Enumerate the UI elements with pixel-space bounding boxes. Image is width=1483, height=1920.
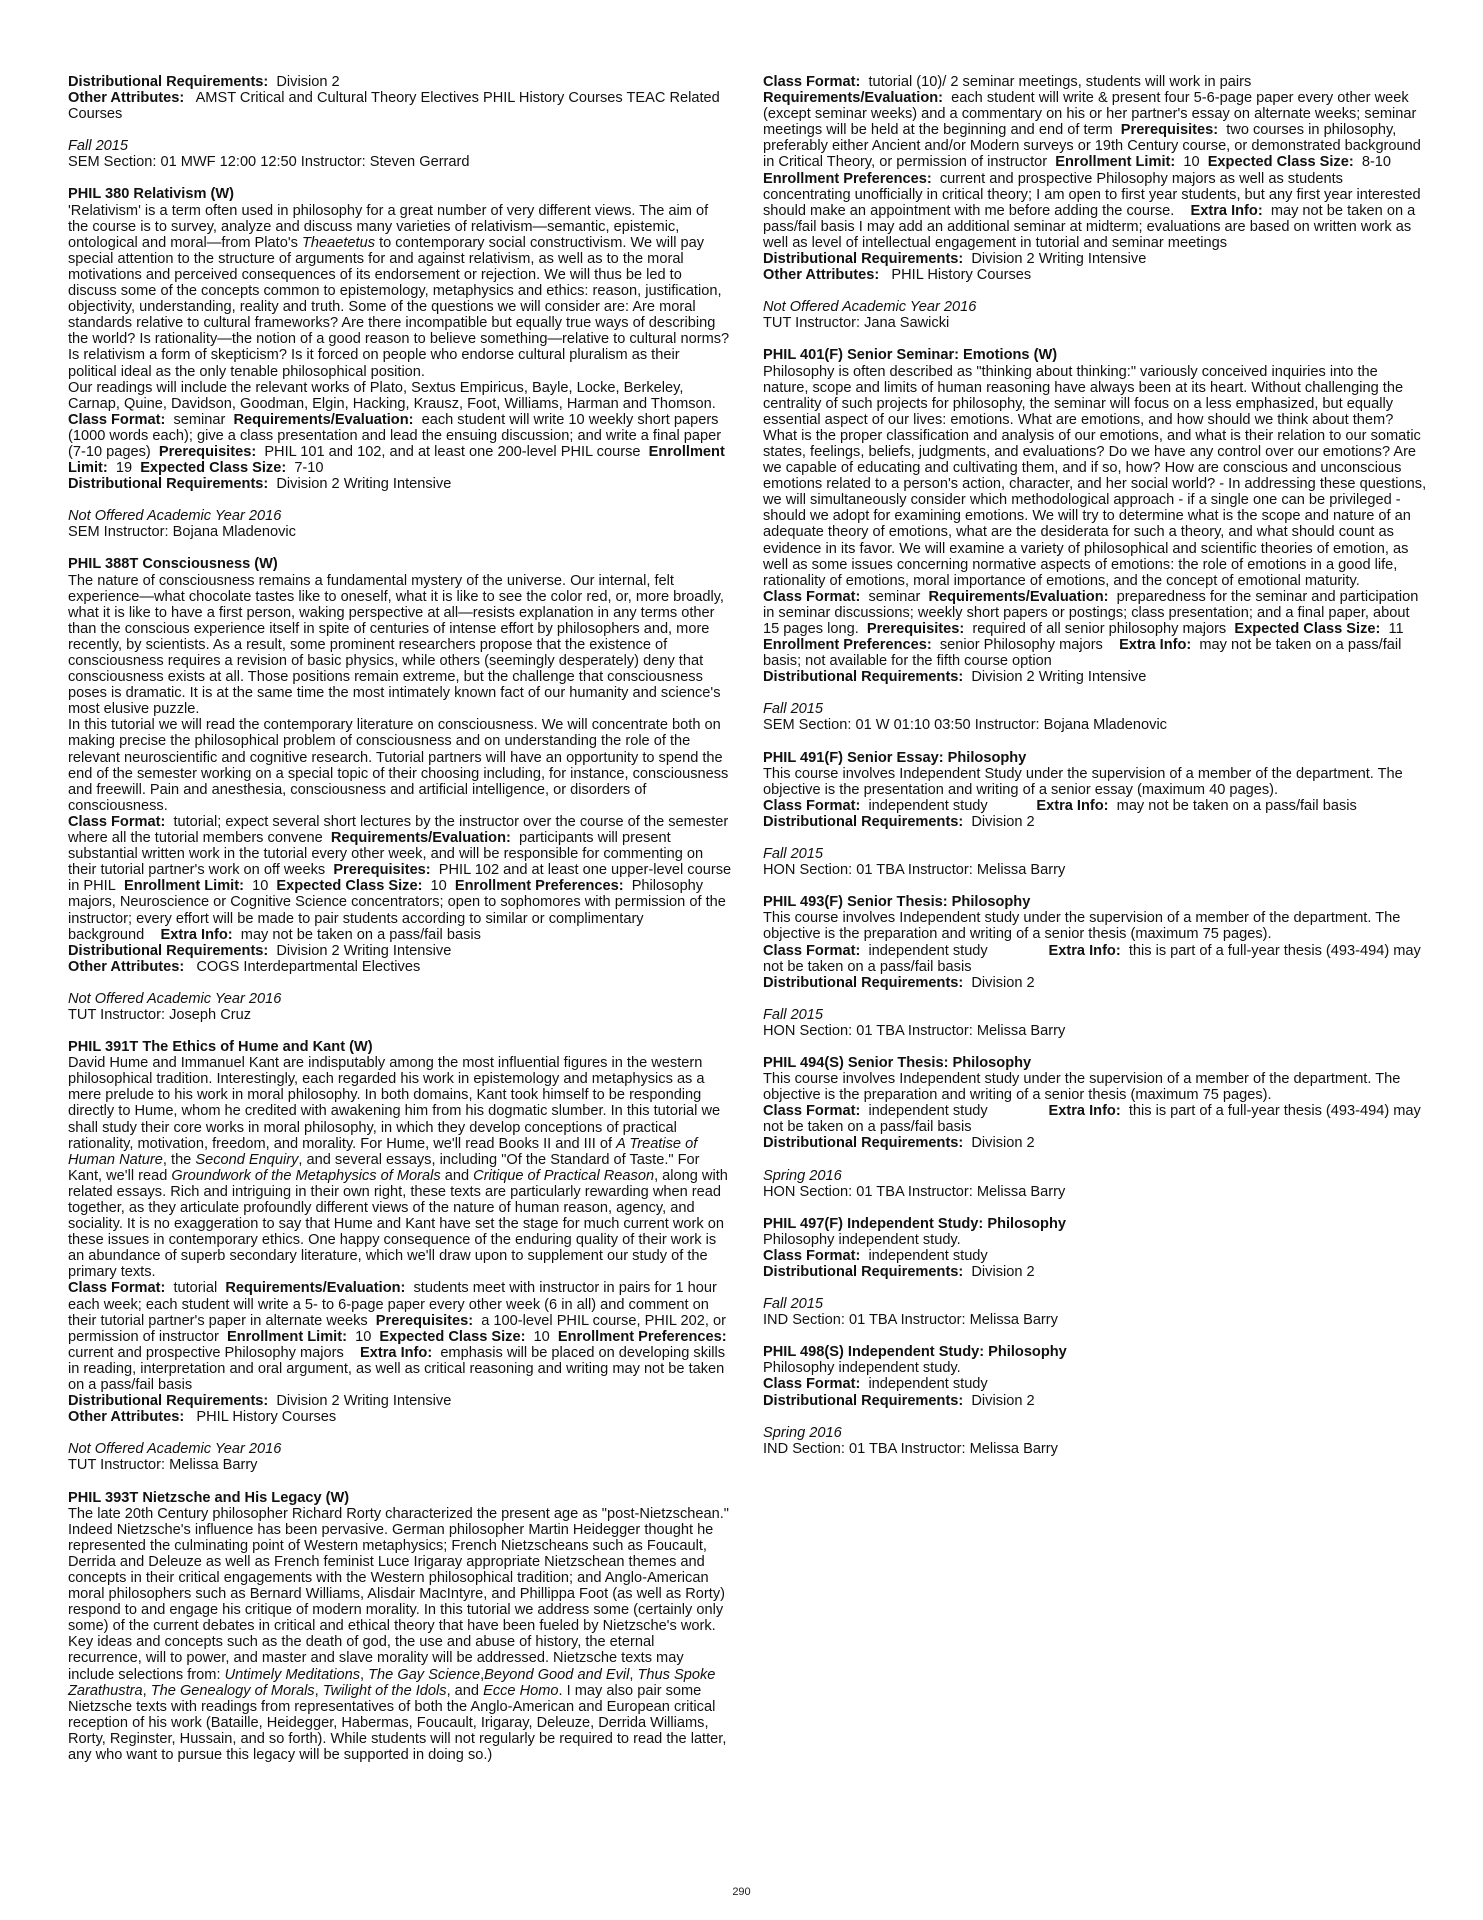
desc-italic: Critique of Practical Reason <box>473 1167 655 1184</box>
other-label: Other Attributes: <box>68 958 185 975</box>
desc-text: The late 20th Century philosopher Richard Rorty characterized the present age as "post-Nietzschean." Indeed Nietzsche's influence has been pervasive. German philosopher Martin Heidegger thought he represented the culminating point of Western metaphysics; French Nietzscheans such as Foucault, Derrida and Deleuze as well as French feminist Luce Irigaray appropriate Nietzschean themes and concepts in their critical engagements with the Western philosophical tradition; and Anglo-American moral philosophers such as Bernard Williams, Alisdair MacIntyre, and Phillippa Foot (as well as Rorty) respond to and engage his critique of modern morality. In this tutorial we address some (certainly only some) of the current debates in critical and ethical theory that have been fueled by Nietzsche's work. Key ideas and concepts such as the death of god, the use and abuse of history, the eternal recurrence, will to power, and master and slave morality will be addressed. Nietzsche texts may include selections from: <box>68 1505 729 1683</box>
course-description: Philosophy is often described as "thinking about thinking:" variously conceived inquiries into the nature, scope and limits of human reasoning have always been at its heart. Without challenging the centrality of such projects for philosophy, the seminar will focus on a less emphasized, but equally essential aspect of our lives: emotions. What are emotions, and how should we think about them? What is the proper classification and analysis of our emotions, and what is their relation to our somatic states, feelings, beliefs, judgments, and evaluations? Do we have any control over our emotions? Are we capable of educating and cultivating them, and if so, how? How are conscious and unconscious emotions related to a person's action, character, and her social world? - In addressing these questions, we will simultaneously consider which methodological approach - if a single one can be privileged - should we adopt for examining emotions. We will try to determine what is the scope and nature of an adequate theory of emotions, what are the desiderata for such a theory, and what should count as evidence in its favor. We will examine a variety of philosophical and scientific theories of emotion, as well as some issues concerning normative aspects of emotions: the role of emotions in a good life, rationality of emotions, moral importance of emotions, and the concept of emotional maturity. <box>763 363 1427 589</box>
format-label: Class Format: <box>68 1280 166 1297</box>
enroll-limit-label: Enrollment Limit: <box>123 878 244 895</box>
course-description: The nature of consciousness remains a fundamental mystery of the universe. Our internal, felt experience—what chocolate tastes like to oneself, what it is like to see the color red, or, more broadly, what it is like to have a first person, waking perspective at all—resists explanation in any terms other than the conscious experience itself in spite of centuries of intense effort by philosophers and, more recently, by scientists. As a result, some prominent researchers propose that the existence of consciousness requires a revision of basic physics, while others (seemingly desperately) deny that consciousness exists at all. Those positions remain extreme, but the challenge that consciousness poses is dramatic. It is at the same time the most intimately known fact of our humanity and science's most elusive puzzle. <box>68 572 724 718</box>
expected-label: Expected Class Size: <box>379 1328 526 1345</box>
format-value: tutorial <box>173 1280 218 1297</box>
desc-italic: Theaetetus <box>301 234 376 251</box>
term: Fall 2015 <box>763 1006 824 1023</box>
section-info: SEM Section: 01 MWF 12:00 12:50 Instructor: Steven Gerrard <box>68 154 470 171</box>
section-info: HON Section: 01 TBA Instructor: Melissa Barry <box>763 1183 1066 1200</box>
desc-text: , <box>314 1682 319 1699</box>
desc-italic: Twilight of the Idols <box>322 1682 447 1699</box>
prereq-label: Prerequisites: <box>866 621 965 637</box>
desc-italic: Untimely Meditations <box>224 1666 361 1683</box>
format-value: independent study <box>868 1103 988 1120</box>
format-value: seminar <box>173 411 226 428</box>
course-details <box>763 1103 1427 1135</box>
dist-label: Distributional Requirements: <box>68 942 269 959</box>
desc-italic: Thus Spoke Zarathustra <box>68 1666 716 1699</box>
req-value: preparedness for the seminar and participation in seminar discussions; weekly short papers or postings; class presentation; and a final paper, about 15 pages long. <box>763 588 1419 637</box>
extra-value: may not be taken on a pass/fail basis <box>1116 797 1357 814</box>
course-phil-380 <box>68 186 732 540</box>
course-title: PHIL 498(S) Independent Study: Philosophy <box>763 1344 1067 1361</box>
format-value: independent study <box>868 797 988 814</box>
extra-label: Extra Info: <box>1036 797 1109 814</box>
course-title: PHIL 393T Nietzsche and His Legacy (W) <box>68 1489 350 1506</box>
section-info: TUT Instructor: Joseph Cruz <box>68 1006 252 1023</box>
req-label: Requirements/Evaluation: <box>330 830 511 847</box>
expected-value: 10 <box>430 878 447 895</box>
dist-label: Distributional Requirements: <box>763 813 964 830</box>
format-label: Class Format: <box>763 588 861 605</box>
prereq-value: PHIL 101 and 102, and at least one 200-level PHIL course <box>264 443 641 460</box>
course-details <box>763 798 1427 814</box>
section-info: IND Section: 01 TBA Instructor: Melissa Barry <box>763 1312 1058 1329</box>
course-details <box>763 589 1427 669</box>
other-value: PHIL History Courses <box>196 1409 337 1426</box>
req-value: each student will write & present four 5-6-page paper every other week (except seminar weeks) and a commentary on his or her partner's essay on alternate weeks; seminar meetings will be held at the beginning and end of term <box>763 90 1417 139</box>
course-description: This course involves Independent study under the supervision of a member of the department. The objective is the preparation and writing of a senior thesis (maximum 75 pages). <box>763 1071 1401 1104</box>
desc-text: , the <box>162 1151 192 1168</box>
other-value: COGS Interdepartmental Electives <box>196 958 421 975</box>
prereq-label: Prerequisites: <box>1120 122 1219 139</box>
expected-label: Expected Class Size: <box>140 460 287 477</box>
dist-label: Distributional Requirements: <box>68 74 269 90</box>
enroll-limit-label: Enrollment Limit: <box>226 1328 347 1345</box>
desc-text: , <box>629 1666 634 1683</box>
extra-value: may not be taken on a pass/fail basis; not available for the fifth course option <box>763 637 1402 670</box>
dist-value: Division 2 <box>971 1264 1035 1280</box>
extra-value: this is part of a full-year thesis (493-494) may not be taken on a pass/fail basis <box>763 942 1421 975</box>
extra-value: may not be taken on a pass/fail basis I may add an additional seminar at midterm; evaluations are based on written work as well as level of intellectual engagement in tutorial and seminar meetings <box>763 202 1416 251</box>
dist-value: Division 2 Writing Intensive <box>276 1393 452 1410</box>
section-info: TUT Instructor: Melissa Barry <box>68 1457 258 1474</box>
enroll-limit-label: Enrollment Limit: <box>1055 154 1176 171</box>
expected-label: Expected Class Size: <box>276 878 423 895</box>
enroll-pref-value: current and prospective Philosophy majors as well as students concentrating unofficially in critical theory; I am open to first year students, but any first year interested should make an appointment with me before adding the course. <box>763 170 1421 219</box>
dist-label: Distributional Requirements: <box>763 669 964 686</box>
course-description <box>68 203 732 380</box>
desc-text: to contemporary social constructivism. We will pay special attention to the structure of arguments for and against relativism, as well as to the moral motivations and perceived consequences of its endorsement or rejection. We will thus be led to discuss some of the concepts common to epistemology, metaphysics and ethics: reason, justification, objectivity, understanding, reality and truth. Some of the questions we will consider are: Are moral standards relative to cultural frameworks? Are there incompatible but equally true ways of describing the world? Is rationality—the notion of a good reason to believe something—relative to cultural norms? Is relativism a form of skepticism? Is it forced on people who endorse cultural pluralism as their political ideal as the only tenable philosophical position. <box>68 234 730 380</box>
term: Not Offered Academic Year 2016 <box>68 990 282 1007</box>
course-title: PHIL 391T The Ethics of Hume and Kant (W) <box>68 1039 373 1056</box>
course-title: PHIL 401(F) Senior Seminar: Emotions (W) <box>763 347 1058 364</box>
format-value: independent study <box>868 1247 988 1264</box>
enroll-pref-label: Enrollment Preferences: <box>763 637 932 654</box>
section-info: TUT Instructor: Jana Sawicki <box>763 315 950 332</box>
course-title: PHIL 380 Relativism (W) <box>68 186 234 203</box>
section-info: SEM Instructor: Bojana Mladenovic <box>68 524 296 541</box>
dist-label: Distributional Requirements: <box>763 974 964 991</box>
format-label: Class Format: <box>763 74 861 90</box>
other-label: Other Attributes: <box>763 267 880 284</box>
term: Fall 2015 <box>68 138 129 155</box>
dist-value: Division 2 Writing Intensive <box>276 942 452 959</box>
term: Fall 2015 <box>763 1296 824 1313</box>
dist-label: Distributional Requirements: <box>763 1264 964 1280</box>
expected-label: Expected Class Size: <box>1207 154 1354 171</box>
desc-text: David Hume and Immanuel Kant are indisputably among the most influential figures in the western philosophical tradition. Interestingly, each regarded his work in epistemology and metaphysics as a mere prelude to his work in moral philosophy. In both domains, Kant took himself to be responding directly to Hume, whom he credited with awakening him from his dogmatic slumber. In this tutorial we shall study their core works in moral philosophy, in which they develop conceptions of practical rationality, motivation, freedom, and morality. For Hume, we'll read Books II and III of <box>68 1055 721 1152</box>
extra-value: emphasis will be placed on developing skills in reading, interpretation and oral argument, as well as critical reasoning and writing may not be taken on a pass/fail basis <box>68 1344 726 1394</box>
course-phil-493 <box>763 894 1427 1039</box>
left-column <box>68 74 732 1763</box>
section-info: HON Section: 01 TBA Instructor: Melissa Barry <box>763 1022 1066 1039</box>
desc-italic: The Genealogy of Morals <box>150 1682 315 1699</box>
dist-value: Division 2 <box>971 974 1035 991</box>
extra-value: may not be taken on a pass/fail basis <box>240 926 481 943</box>
format-value: tutorial; expect several short lectures by the instructor over the course of the semester where all the tutorial members convene <box>68 813 729 847</box>
dist-value: Division 2 Writing Intensive <box>971 251 1147 268</box>
extra-value: this is part of a full-year thesis (493-494) may not be taken on a pass/fail basis <box>763 1103 1421 1136</box>
right-column <box>763 74 1427 1457</box>
course-description: Philosophy independent study. <box>763 1360 961 1377</box>
course-details <box>763 74 1427 251</box>
format-label: Class Format: <box>763 942 861 959</box>
format-label: Class Format: <box>763 1103 861 1120</box>
desc-italic: Ecce Homo <box>483 1682 559 1699</box>
prereq-label: Prerequisites: <box>158 443 257 460</box>
dist-value: Division 2 <box>971 1135 1035 1152</box>
course-phil-393t-start <box>68 1490 732 1764</box>
other-value: PHIL History Courses <box>891 267 1032 284</box>
format-label: Class Format: <box>68 411 166 428</box>
course-title: PHIL 497(F) Independent Study: Philosophy <box>763 1215 1066 1232</box>
desc-italic: The Gay Science <box>368 1666 481 1683</box>
section-info: IND Section: 01 TBA Instructor: Melissa Barry <box>763 1440 1058 1457</box>
section-info: HON Section: 01 TBA Instructor: Melissa Barry <box>763 862 1066 879</box>
extra-label: Extra Info: <box>360 1344 433 1361</box>
dist-value: Division 2 Writing Intensive <box>276 476 452 493</box>
req-value: students meet with instructor in pairs for 1 hour each week; each student will write a 5- to 6-page paper every other week (6 in all) and comment on their tutorial partner's paper in alternate weeks <box>68 1280 717 1329</box>
desc-text: , and several essays, including "Of the Standard of Taste." For Kant, we'll read <box>68 1151 700 1184</box>
course-title: PHIL 493(F) Senior Thesis: Philosophy <box>763 894 1031 911</box>
course-phil-388t <box>68 556 732 1023</box>
course-description: This course involves Independent study under the supervision of a member of the department. The objective is the preparation and writing of a senior thesis (maximum 75 pages). <box>763 910 1401 943</box>
course-details <box>68 814 732 943</box>
course-description: Philosophy independent study. <box>763 1231 961 1248</box>
expected-value: 8-10 <box>1361 154 1392 171</box>
extra-label: Extra Info: <box>1190 202 1263 219</box>
extra-label: Extra Info: <box>1048 1103 1121 1120</box>
desc-text: , and <box>446 1682 480 1699</box>
format-label: Class Format: <box>763 1247 861 1264</box>
req-value: participants will present substantial written work in the tutorial every other week, and will be responsible for commenting on their tutorial partner's work on off weeks <box>68 830 704 879</box>
other-value: AMST Critical and Cultural Theory Electives PHIL History Courses TEAC Related Courses <box>68 90 720 123</box>
prereq-value: two courses in philosophy, preferably either Ancient and/or Modern surveys or 19th Century course, or demonstrated background in Critical Theory, or permission of instructor <box>763 122 1421 171</box>
enroll-limit-value: 10 <box>1183 154 1200 171</box>
dist-value: Division 2 <box>971 1392 1035 1409</box>
section-info: SEM Section: 01 W 01:10 03:50 Instructor: Bojana Mladenovic <box>763 717 1167 734</box>
enroll-pref-value: Philosophy majors, Neuroscience or Cognitive Science concentrators; open to sophomores with permission of the instructor; every effort will be made to pair students according to similar or complimentary background <box>68 878 726 943</box>
enroll-limit-value: 10 <box>355 1328 372 1345</box>
term: Not Offered Academic Year 2016 <box>763 299 977 316</box>
prereq-label: Prerequisites: <box>333 862 431 879</box>
course-details <box>68 412 732 476</box>
format-value: independent study <box>868 1376 988 1393</box>
dist-label: Distributional Requirements: <box>763 1135 964 1152</box>
enroll-limit-value: 19 <box>115 460 133 477</box>
format-value: seminar <box>868 588 921 605</box>
prereq-value: required of all senior philosophy majors <box>972 621 1227 637</box>
term: Not Offered Academic Year 2016 <box>68 1441 282 1458</box>
extra-label: Extra Info: <box>1048 942 1121 959</box>
format-label: Class Format: <box>763 1376 861 1393</box>
course-details <box>763 943 1427 975</box>
dist-value: Division 2 Writing Intensive <box>971 669 1147 686</box>
expected-label: Expected Class Size: <box>1234 621 1381 637</box>
course-phil-391t <box>68 1039 732 1473</box>
desc-italic: Groundwork of the Metaphysics of Morals <box>171 1167 441 1184</box>
course-description: This course involves Independent Study under the supervision of a member of the department. The objective is the presentation and writing of a senior essay (maximum 40 pages). <box>763 765 1403 798</box>
enroll-limit-value: 10 <box>252 878 269 895</box>
prereq-value: a 100-level PHIL course, PHIL 202, or permission of instructor <box>68 1312 726 1345</box>
desc-italic: A Treatise of Human Nature <box>68 1135 698 1168</box>
enroll-pref-value: current and prospective Philosophy majors <box>68 1344 344 1361</box>
course-phil-393t-continued <box>763 74 1427 331</box>
desc-text: and <box>444 1167 470 1184</box>
term: Spring 2016 <box>763 1424 842 1441</box>
req-value: each student will write 10 weekly short papers (1000 words each); give a class presentation and lead the ensuing discussion; and write a final paper (7-10 pages) <box>68 411 722 460</box>
req-label: Requirements/Evaluation: <box>233 411 414 428</box>
format-value: tutorial (10)/ 2 seminar meetings, students will work in pairs <box>868 74 1252 90</box>
desc-text: , <box>480 1666 485 1683</box>
course-details <box>68 1280 732 1393</box>
expected-value: 10 <box>533 1328 550 1345</box>
course-phil-498 <box>763 1344 1427 1457</box>
page-number: 290 <box>732 1886 751 1898</box>
course-description <box>68 1506 732 1764</box>
enroll-limit-label: Enrollment Limit: <box>68 443 725 477</box>
term: Not Offered Academic Year 2016 <box>68 508 282 525</box>
format-label: Class Format: <box>68 813 166 830</box>
course-title: PHIL 491(F) Senior Essay: Philosophy <box>763 749 1027 766</box>
prereq-label: Prerequisites: <box>375 1312 474 1329</box>
dist-label: Distributional Requirements: <box>68 1393 269 1410</box>
course-description: In this tutorial we will read the contemporary literature on consciousness. We will concentrate both on making precise the philosophical problem of consciousness and on understanding the role of the relevant neuroscientific and cognitive research. Tutorial partners will have an opportunity to spend the end of the semester working on a special topic of their choosing including, for instance, consciousness and freewill. Pain and anesthesia, consciousness and artificial intelligence, or disorders of consciousness. <box>68 717 729 814</box>
format-value: independent study <box>868 942 988 959</box>
dist-label: Distributional Requirements: <box>763 251 964 268</box>
course-phil-497 <box>763 1216 1427 1329</box>
req-label: Requirements/Evaluation: <box>225 1280 406 1297</box>
prereq-value: PHIL 102 and at least one upper-level course in PHIL <box>68 862 732 895</box>
extra-label: Extra Info: <box>160 926 233 943</box>
course-description: Our readings will include the relevant works of Plato, Sextus Empiricus, Bayle, Locke, Berkeley, Carnap, Quine, Davidson, Goodman, Elgin, Hacking, Krausz, Foot, Williams, Harman and Thomson. <box>68 379 716 412</box>
course-title: PHIL 388T Consciousness (W) <box>68 556 278 573</box>
desc-text: . I may also pair some Nietzsche texts with readings from representatives of both the Anglo-American and European critical reception of his work (Bataille, Heidegger, Habermas, Foucault, Irigaray, Deleuze, Derrida Williams, Rorty, Reginster, Hussain, and so forth). While students will not regularly be required to read the latter, any who want to pursue this legacy will be supported in doing so.) <box>68 1682 727 1763</box>
enroll-pref-value: senior Philosophy majors <box>939 637 1103 654</box>
enroll-pref-label: Enrollment Preferences: <box>557 1328 727 1345</box>
prev-course-tail <box>68 74 732 170</box>
dist-value: Division 2 <box>276 74 340 90</box>
format-label: Class Format: <box>763 797 861 814</box>
desc-text: , <box>142 1682 147 1699</box>
desc-text: 'Relativism' is a term often used in philosophy for a great number of very different views. The aim of the course is to survey, analyze and discuss many varieties of relativism—semantic, epistemic, ontological and moral—from Plato's <box>68 202 709 251</box>
desc-italic: Second Enquiry <box>195 1151 299 1168</box>
dist-value: Division 2 <box>971 813 1035 830</box>
extra-label: Extra Info: <box>1119 637 1192 654</box>
term: Fall 2015 <box>763 701 824 718</box>
enroll-pref-label: Enrollment Preferences: <box>763 170 932 187</box>
desc-italic: Beyond Good and Evil <box>484 1666 630 1683</box>
course-phil-491 <box>763 750 1427 879</box>
other-label: Other Attributes: <box>68 90 185 107</box>
term: Spring 2016 <box>763 1167 842 1184</box>
req-label: Requirements/Evaluation: <box>763 90 944 107</box>
course-phil-401 <box>763 347 1427 733</box>
desc-text: , <box>360 1666 365 1683</box>
dist-label: Distributional Requirements: <box>68 476 269 493</box>
dist-label: Distributional Requirements: <box>763 1392 964 1409</box>
req-label: Requirements/Evaluation: <box>928 588 1109 605</box>
course-title: PHIL 494(S) Senior Thesis: Philosophy <box>763 1054 1032 1071</box>
course-description <box>68 1055 732 1280</box>
course-phil-494 <box>763 1055 1427 1200</box>
enroll-pref-label: Enrollment Preferences: <box>454 878 624 895</box>
expected-value: 11 <box>1388 621 1404 637</box>
desc-text: , along with related essays. Rich and intriguing in their own right, these texts are particularly rewarding when read together, as they articulate profoundly different views of the nature of human reason, agency, and sociality. It is no exaggeration to say that Hume and Kant have set the stage for much current work on these issues in contemporary ethics. One happy consequence of the enduring quality of their work is an abundance of superb secondary literature, which we'll draw upon to supplement our study of the primary texts. <box>68 1167 728 1281</box>
term: Fall 2015 <box>763 846 824 863</box>
expected-value: 7-10 <box>294 460 324 477</box>
other-label: Other Attributes: <box>68 1409 185 1426</box>
